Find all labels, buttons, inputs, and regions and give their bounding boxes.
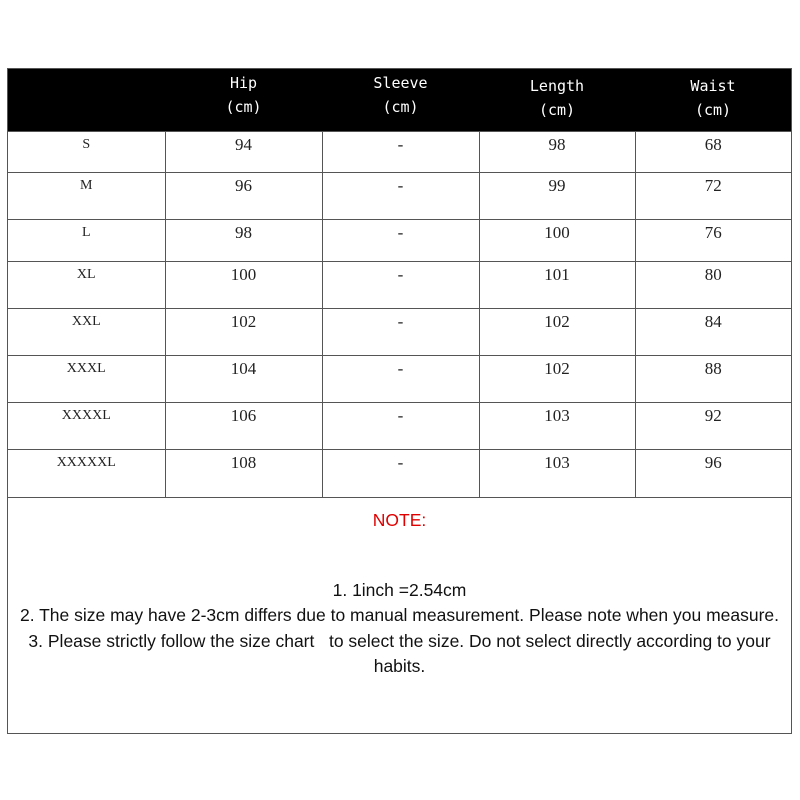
note-line: 2. The size may have 2-3cm differs due to manual measurement. Please note when you measure. — [19, 605, 780, 625]
header-size — [8, 69, 165, 132]
notes-section — [8, 489, 791, 680]
waist-cell: 68 — [635, 132, 791, 173]
length-cell: 102 — [479, 356, 635, 403]
length-cell: 102 — [479, 309, 635, 356]
table-row — [8, 309, 791, 356]
hip-cell: 104 — [165, 356, 322, 403]
sleeve-cell: - — [322, 450, 479, 498]
sleeve-cell: - — [322, 403, 479, 450]
note-line: 3. Please strictly follow the size chart to select the size. Do not select directly according to your habits. — [28, 630, 776, 676]
header-sleeve: Sleeve (cm) — [322, 69, 479, 132]
size-cell: M — [8, 173, 165, 220]
hip-cell: 100 — [165, 262, 322, 309]
waist-cell: 92 — [635, 403, 791, 450]
table-header-row — [8, 69, 791, 132]
size-chart — [7, 68, 792, 734]
hip-cell: 102 — [165, 309, 322, 356]
sleeve-cell: - — [322, 173, 479, 220]
sleeve-cell: - — [322, 132, 479, 173]
sleeve-cell: - — [322, 220, 479, 262]
length-cell: 101 — [479, 262, 635, 309]
length-cell: 103 — [479, 403, 635, 450]
header-waist: Waist (cm) — [635, 69, 791, 132]
size-cell: XXL — [8, 309, 165, 356]
table-row — [8, 356, 791, 403]
length-cell: 99 — [479, 173, 635, 220]
table-row — [8, 132, 791, 173]
size-cell: L — [8, 220, 165, 262]
size-cell: XXXXL — [8, 403, 165, 450]
length-cell: 103 — [479, 450, 635, 498]
header-hip: Hip (cm) — [165, 69, 322, 132]
header-length: Length (cm) — [479, 69, 635, 132]
sleeve-cell: - — [322, 356, 479, 403]
hip-cell: 108 — [165, 450, 322, 498]
table-row — [8, 173, 791, 220]
hip-cell: 96 — [165, 173, 322, 220]
sleeve-cell: - — [322, 309, 479, 356]
size-cell: XL — [8, 262, 165, 309]
note-line: 1. 1inch =2.54cm — [332, 579, 467, 600]
size-table — [8, 69, 791, 498]
length-cell: 98 — [479, 132, 635, 173]
waist-cell: 76 — [635, 220, 791, 262]
size-cell: S — [8, 132, 165, 173]
sleeve-cell: - — [322, 262, 479, 309]
table-row — [8, 220, 791, 262]
table-row — [8, 262, 791, 309]
note-title: NOTE: — [372, 510, 427, 530]
hip-cell: 94 — [165, 132, 322, 173]
note-body — [8, 578, 791, 680]
waist-cell: 80 — [635, 262, 791, 309]
length-cell: 100 — [479, 220, 635, 262]
size-cell: XXXL — [8, 356, 165, 403]
size-cell: XXXXXL — [8, 450, 165, 498]
waist-cell: 88 — [635, 356, 791, 403]
waist-cell: 84 — [635, 309, 791, 356]
waist-cell: 96 — [635, 450, 791, 498]
waist-cell: 72 — [635, 173, 791, 220]
table-row — [8, 403, 791, 450]
hip-cell: 98 — [165, 220, 322, 262]
hip-cell: 106 — [165, 403, 322, 450]
